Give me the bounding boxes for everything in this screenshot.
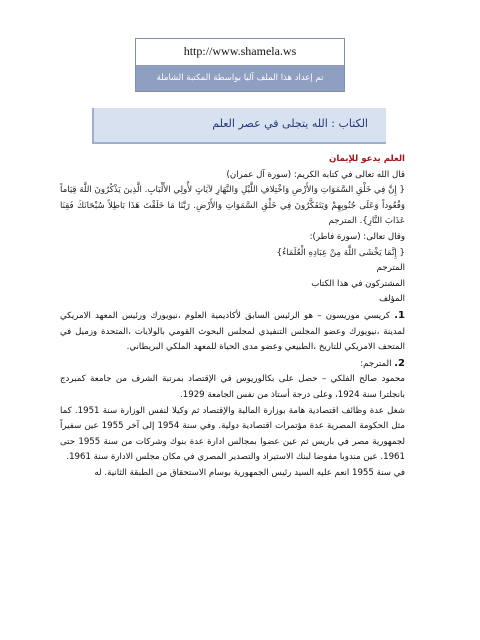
author-label: المؤلف: [379, 294, 405, 305]
translator-heading: [60, 356, 405, 373]
quran-verse-2: { إِنَّمَا يَخْشَى اللَّهَ مِنْ عِبَادِهِ الْعُلَمَاءُ}: [276, 247, 405, 258]
quran-intro-1: قال الله تعالى في كتابه الكريم: (سورة آل عمران): [226, 169, 405, 180]
site-url[interactable]: http://www.shamela.ws: [183, 44, 297, 58]
participants-label: المشتركون في هذا الكتاب: [311, 278, 405, 289]
document-body: [60, 152, 405, 481]
translator-label: المترجم: [376, 263, 405, 274]
translator-bio-3: في سنة 1955 انعم عليه السيد رئيس الجمهورية بوسام الاستحقاق من الطبقة الثانية. له: [94, 467, 405, 478]
section-heading: العلم يدعو للإيمان: [328, 154, 405, 164]
author-bio-text: كريسي موريسون – هو الرئيس السابق لأكاديمية العلوم ،نيويورك ورئيس المعهد الامريكي لمدينة ،نيويورك وعضو المجلس التنفيذي لمجلس البحوث القومي بالولايات ،المتحدة وزميل في المتحف الامريكي للتاريخ ،الطبيعي وعضو مدى الحياة للمعهد الملكي البريطاني.: [60, 310, 405, 353]
author-bio: [60, 308, 405, 356]
shamela-banner: [135, 38, 345, 92]
book-title: الكتاب : الله يتجلى في عصر العلم: [212, 117, 368, 130]
item-number-1: 1.: [394, 309, 405, 321]
quran-intro-2: وقال تعالى: (سورة فاطر):: [309, 231, 405, 242]
banner-caption: تم إعداد هذا الملف آليا بواسطة المكتبة الشاملة: [136, 65, 344, 91]
quran-verse-1: { إِنَّ فِي خَلْقِ السَّمَوَاتِ وَالأَرْضِ وَاخْتِلافِ اللَّيْلِ وَالنَّهَارِ لآيَاتٍ لأُولِي الأَلْبَابِ. الَّذِينَ يَذْكُرُونَ اللَّهَ قِيَاماً وَقُعُوداً وَعَلَى جُنُوبِهِمْ وَيَتَفَكَّرُونَ فِي خَلْقِ السَّمَوَاتِ وَالأَرْضِ. رَبَّنَا مَا خَلَقْتَ هَذَا بَاطِلاً سُبْحَانَكَ فَقِنَا عَذَابَ النَّارِ}. المترجم: [60, 185, 405, 227]
book-title-box: [92, 108, 386, 144]
translator-bio-1: محمود صالح الفلكي – حصل على بكالوريوس في الإقتصاد بمرتبة الشرف من جامعة كمبردج بانجلترا سنة 1924، وعلى درجة أستاذ من نفس الجامعة 1929.: [60, 374, 405, 400]
item-number-2: 2.: [394, 357, 405, 369]
translator-heading-text: المترجم:: [360, 358, 392, 369]
translator-bio-2: شغل عدة وظائف اقتصادية هامة بوزارة المالية والإقتصاد ثم وكيلا لنفس الوزارة سنة 1951. كما مثل الحكومة المصرية عدة مؤتمرات اقتصادية دولية. وفي سنة 1954 إلى آخر 1955 عين سفيراً لجمهورية مصر في باريس ثم عين عضوا بمجالس ادارة عدة بنوك وشركات من سنة 1955 حتى 1961. عين مندوبا مفوضا لبنك الاستيراد والتصدير المصري في مكان مجلس الادارة سنة 1961.: [60, 405, 405, 463]
